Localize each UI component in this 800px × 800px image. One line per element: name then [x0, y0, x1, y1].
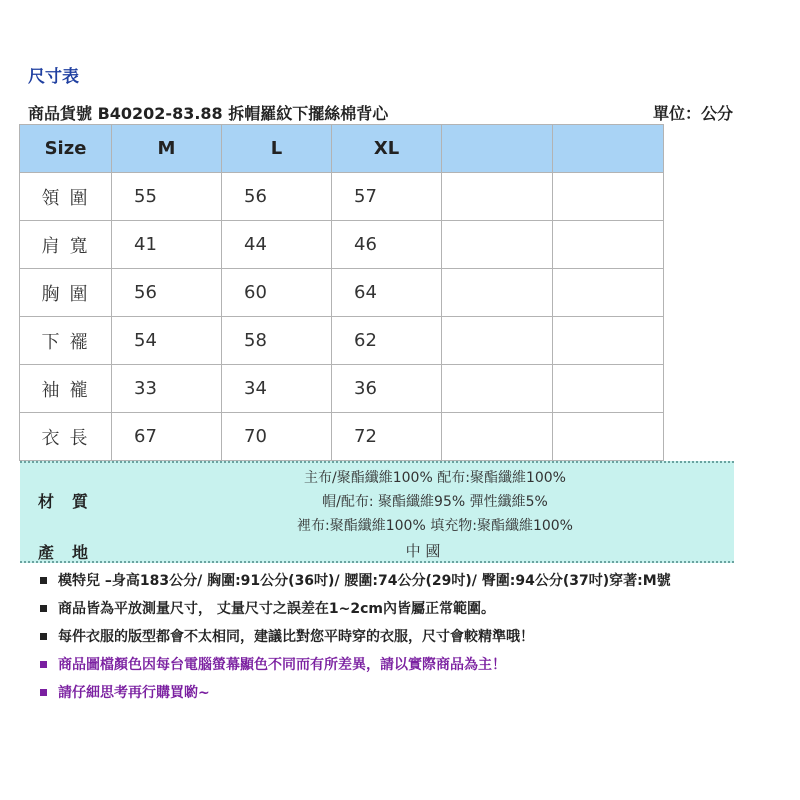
- table-cell: [442, 317, 553, 365]
- note-item: [40, 599, 800, 627]
- table-cell: [553, 173, 664, 221]
- table-cell: 46: [332, 221, 442, 269]
- row-label: 胸圍: [20, 269, 112, 317]
- material-label: 材質: [38, 492, 107, 511]
- table-header-row: [20, 125, 664, 173]
- table-cell: [553, 269, 664, 317]
- material-section: [20, 461, 734, 563]
- table-cell: [553, 365, 664, 413]
- table-cell: 72: [332, 413, 442, 461]
- table-cell: [553, 317, 664, 365]
- column-header-empty: [553, 125, 664, 173]
- table-cell: 62: [332, 317, 442, 365]
- material-line: 裡布:聚酯纖維100% 填充物:聚酯纖維100%: [297, 518, 573, 534]
- table-cell: 34: [222, 365, 332, 413]
- table-row: [20, 317, 664, 365]
- row-label: 領圍: [20, 173, 112, 221]
- table-row: [20, 365, 664, 413]
- table-row: [20, 269, 664, 317]
- column-header-l: L: [222, 125, 332, 173]
- note-item: [40, 655, 800, 683]
- table-cell: 70: [222, 413, 332, 461]
- column-header-size: Size: [20, 125, 112, 173]
- row-label: 衣長: [20, 413, 112, 461]
- row-label: 下襬: [20, 317, 112, 365]
- table-cell: 58: [222, 317, 332, 365]
- square-bullet-icon: [40, 577, 47, 584]
- table-cell: 57: [332, 173, 442, 221]
- table-cell: 33: [112, 365, 222, 413]
- material-line: 主布/聚酯纖維100% 配布:聚酯纖維100%: [304, 470, 566, 486]
- table-row: [20, 173, 664, 221]
- note-item: [40, 627, 800, 655]
- square-bullet-icon: [40, 605, 47, 612]
- notes-list: [40, 571, 800, 711]
- table-cell: 67: [112, 413, 222, 461]
- table-cell: [553, 413, 664, 461]
- origin-value: 中 國: [405, 542, 441, 560]
- table-cell: 56: [222, 173, 332, 221]
- table-cell: [442, 173, 553, 221]
- table-cell: 55: [112, 173, 222, 221]
- square-bullet-icon: [40, 661, 47, 668]
- note-text: 模特兒 –身高183公分/ 胸圍:91公分(36吋)/ 腰圍:74公分(29吋)/ 臀圍:94公分(37吋)穿著:M號: [58, 573, 671, 589]
- table-cell: 36: [332, 365, 442, 413]
- table-row: [20, 221, 664, 269]
- unit-label: 單位：公分: [652, 104, 733, 123]
- note-item: [40, 571, 800, 599]
- column-header-empty: [442, 125, 553, 173]
- table-cell: [442, 413, 553, 461]
- note-text: 商品皆為平放測量尺寸， 丈量尺寸之誤差在1~2cm內皆屬正常範圍。: [58, 601, 495, 617]
- square-bullet-icon: [40, 689, 47, 696]
- column-header-xl: XL: [332, 125, 442, 173]
- row-label: 袖襱: [20, 365, 112, 413]
- note-text: 每件衣服的版型都會不太相同，建議比對您平時穿的衣服，尺寸會較精準哦！: [58, 629, 534, 645]
- table-cell: 44: [222, 221, 332, 269]
- note-text: 請仔細思考再行購買喲~: [58, 685, 210, 701]
- table-cell: 41: [112, 221, 222, 269]
- material-line: 帽/配布: 聚酯纖維95% 彈性纖維5%: [322, 494, 548, 510]
- table-cell: [553, 221, 664, 269]
- table-cell: 56: [112, 269, 222, 317]
- table-cell: [442, 365, 553, 413]
- page-title: 尺寸表: [28, 67, 79, 87]
- column-header-m: M: [112, 125, 222, 173]
- table-row: [20, 413, 664, 461]
- table-cell: [442, 269, 553, 317]
- origin-label: 產地: [38, 543, 107, 562]
- table-cell: 60: [222, 269, 332, 317]
- note-item: [40, 683, 800, 711]
- size-table: [19, 124, 664, 461]
- note-text: 商品圖檔顏色因每台電腦螢幕顯色不同而有所差異，請以實際商品為主！: [58, 657, 506, 673]
- table-cell: [442, 221, 553, 269]
- table-cell: 64: [332, 269, 442, 317]
- row-label: 肩寬: [20, 221, 112, 269]
- table-cell: 54: [112, 317, 222, 365]
- product-code: 商品貨號 B40202-83.88 拆帽羅紋下擺絲棉背心: [28, 104, 389, 123]
- square-bullet-icon: [40, 633, 47, 640]
